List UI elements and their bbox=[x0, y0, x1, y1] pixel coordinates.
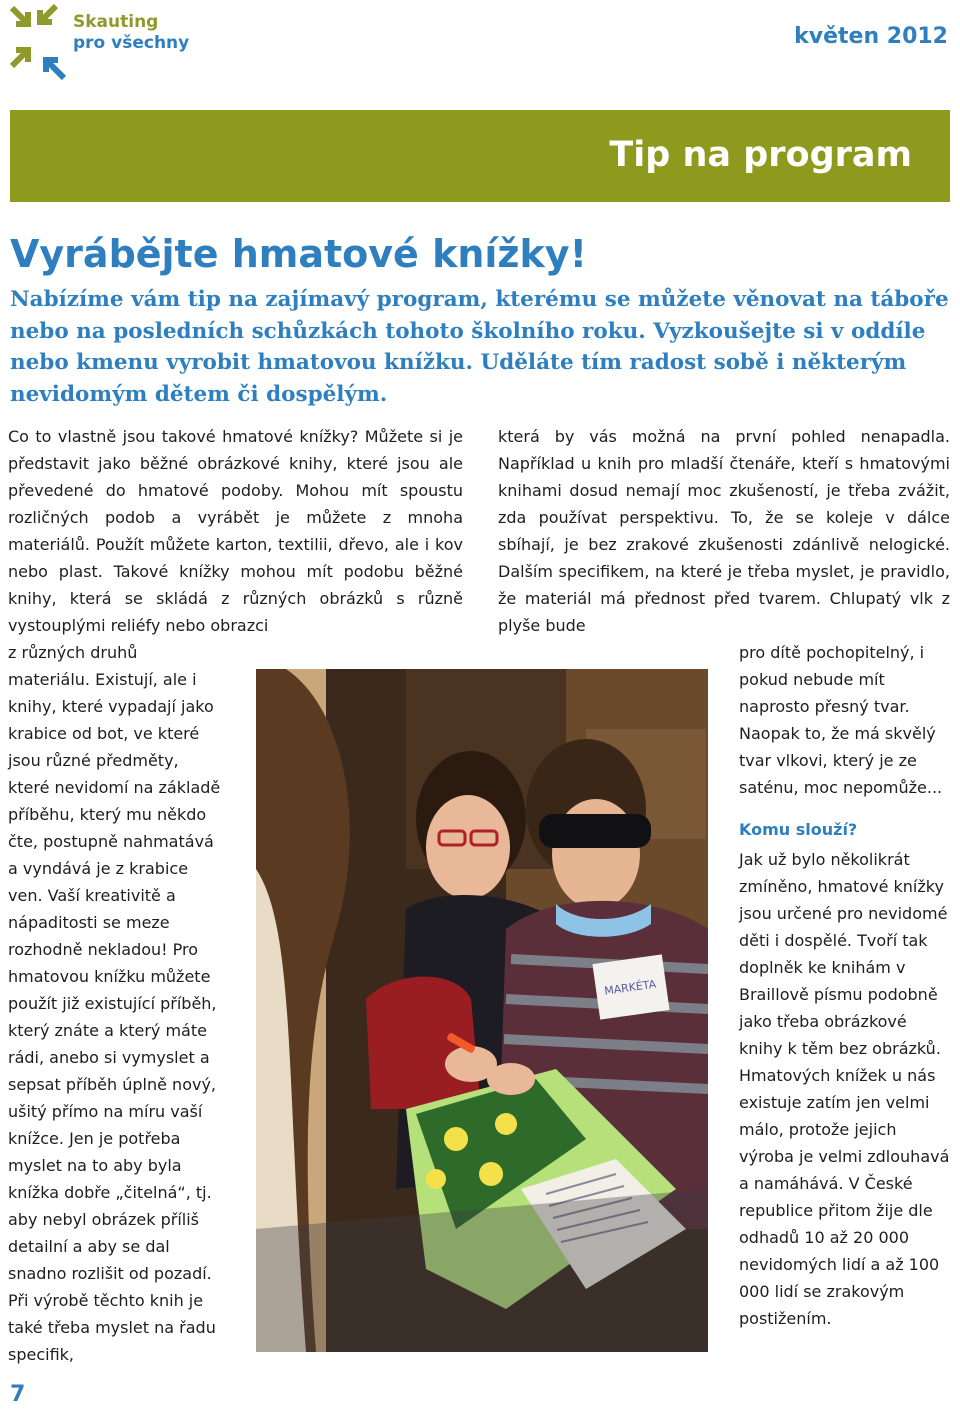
subheading: Komu slouží? bbox=[739, 820, 858, 839]
article-photo bbox=[256, 669, 708, 1352]
body-column-1-top: Co to vlastně jsou takové hmatové knížky? Můžete si je představit jako běžné obrázkové knihy, které jsou ale převedené do hmatové podoby. Mohou mít spoustu rozličných podob a vyrábět je můžete z mnoha materiálů. Použít můžete karton, textilii, dřevo, ale i kov nebo plast. Takové knížky mohou mít podobu běžné knihy, která se skládá z různých obrázků s různě vystouplými reliéfy nebo obrazci bbox=[8, 427, 463, 635]
photo-name-tag: MARKÉTA bbox=[603, 977, 657, 998]
skauting-logo-icon bbox=[6, 4, 76, 84]
section-banner bbox=[10, 110, 950, 202]
section-title: Tip na program bbox=[609, 135, 912, 175]
issue-date: květen 2012 bbox=[794, 24, 948, 49]
body-column-2-narrow: pro dítě pochopitelný, i pokud nebude mít naprosto přesný tvar. Naopak to, že má skvělý tvar vlkovi, který je ze saténu, moc nepomůže... bbox=[739, 643, 943, 797]
logo-line-1: Skauting bbox=[73, 12, 159, 32]
body-column-1-narrow: z různých druhů materiálu. Existují, ale i knihy, které vypadají jako krabice od bot, ve které jsou různé předměty, které nevidomí na základě příběhu, který mu někdo čte, postupně nahmatává a vyndává je z krabice ven. Vaší kreativitě a nápaditosti se meze rozhodně nekladou! Pro hmatovou knížku můžete použít již existující příběh, který znáte a který máte rádi, anebo si vymyslet a sepsat příběh úplně nový, ušitý přímo na míru vaší knížce. Jen je potřeba myslet na to aby byla knížka dobře „čitelná“, tj. aby nebyl obrázek příliš detailní a aby se dal snadno rozlišit od pozadí. Při výrobě těchto knih je také třeba myslet na řadu specifik, bbox=[8, 643, 221, 1364]
article-lead: Nabízíme vám tip na zajímavý program, kterému se můžete věnovat na táboře nebo na posledních schůzkách tohoto školního roku. Vyzkoušejte si v oddíle nebo kmenu vyrobit hmatovou knížku. Uděláte tím radost sobě i některým nevidomým dětem či dospělým. bbox=[10, 287, 949, 407]
article-title: Vyrábějte hmatové knížky! bbox=[10, 232, 587, 276]
body-column-2-top: která by vás možná na první pohled nenapadla. Například u knih pro mladší čtenáře, kteří s hmatovými knihami dosud nemají moc zkušeností, je třeba zvážit, zda používat perspektivu. To, že se koleje v dálce sbíhají, je bez zrakové zkušenosti zdánlivě nelogické. Dalším specifikem, na které je třeba myslet, je pravidlo, že materiál má přednost před tvarem. Chlupatý vlk z plyše bude bbox=[498, 427, 950, 635]
logo-line-2: pro všechny bbox=[73, 33, 190, 53]
page-number: 7 bbox=[10, 1382, 26, 1407]
logo-wordmark bbox=[73, 12, 189, 54]
photo-illustration bbox=[256, 669, 708, 1352]
body-column-2-bottom: Jak už bylo několikrát zmíněno, hmatové knížky jsou určené pro nevidomé děti i dospělé. Tvoří tak doplněk ke knihám v Braillově písmu podobně jako třeba obrázkové knihy k těm bez obrázků. Hmatových knížek u nás existuje zatím jen velmi málo, protože jejich výroba je velmi zdlouhavá a namáhává. V České republice přitom žije dle odhadů 10 až 20 000 nevidomých lidí a až 100 000 lidí se zrakovým postižením. bbox=[739, 850, 950, 1328]
